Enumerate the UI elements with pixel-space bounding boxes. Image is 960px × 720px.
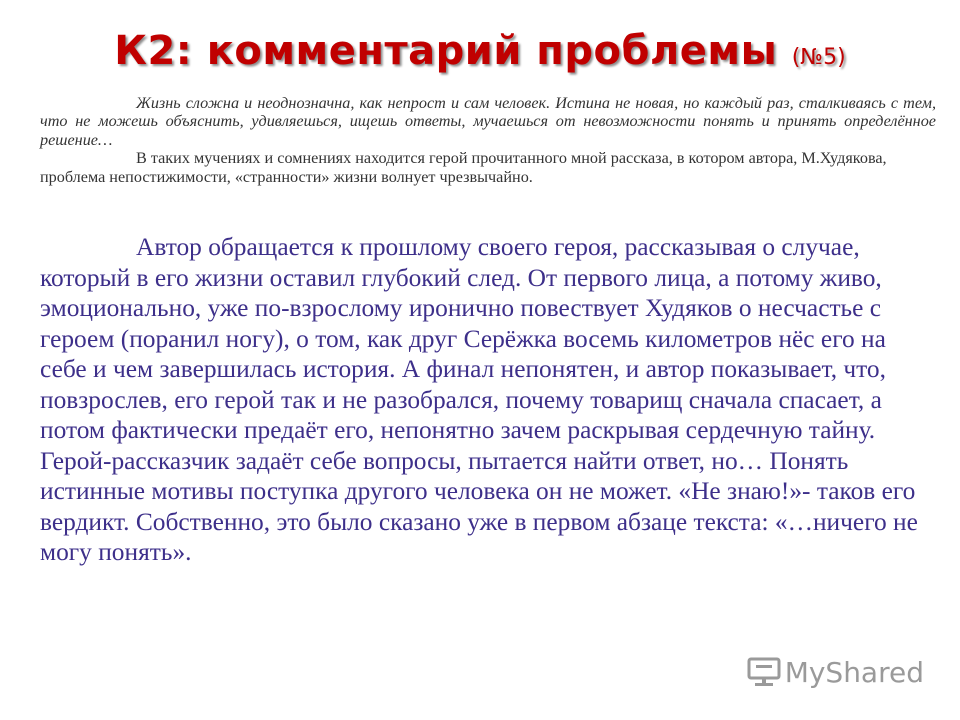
- main-paragraph: Автор обращается к прошлому своего героя, рассказывая о случае, который в его жизни оставил глубокий след. От первого лица, а потому живо, эмоционально, уже по-взрослому иронично повествует Худяков о несчастье с героем (поранил ногу), о том, как друг Серёжка восемь километров нёс его на себе и чем завершилась история. А финал непонятен, и автор показывает, что, повзрослев, его герой так и не разобрался, почему товарищ сначала спасает, а потом фактически предаёт его, непонятно зачем раскрывая сердечную тайну. Герой-рассказчик задаёт себе вопросы, пытается найти ответ, но… Понять истинные мотивы поступка другого человека он не может. «Не знаю!»- таков его вердикт. Собственно, это было сказано уже в первом абзаце текста: «…ничего не могу понять».: [40, 233, 918, 566]
- slide-title: [0, 28, 960, 74]
- intro-paragraph-1: Жизнь сложна и неоднозначна, как непрост и сам человек. Истина не новая, но каждый раз, сталкиваясь с тем, что не можешь объяснить, удивляешься, ищешь ответы, мучаешься от невозможности понять и принять определённое решение…: [40, 94, 936, 149]
- presentation-screen-icon: [747, 656, 781, 688]
- slide-title-number: (№5): [791, 45, 846, 70]
- slide-title-text: К2: комментарий проблемы: [114, 28, 778, 74]
- intro-paragraph-2: В таких мучениях и сомнениях находится герой прочитанного мной рассказа, в котором автора, М.Худякова, проблема непостижимости, «странности» жизни волнует чрезвычайно.: [40, 149, 887, 186]
- watermark-text: MyShared: [784, 655, 924, 689]
- watermark-logo: [747, 654, 924, 690]
- intro-text: [40, 94, 936, 186]
